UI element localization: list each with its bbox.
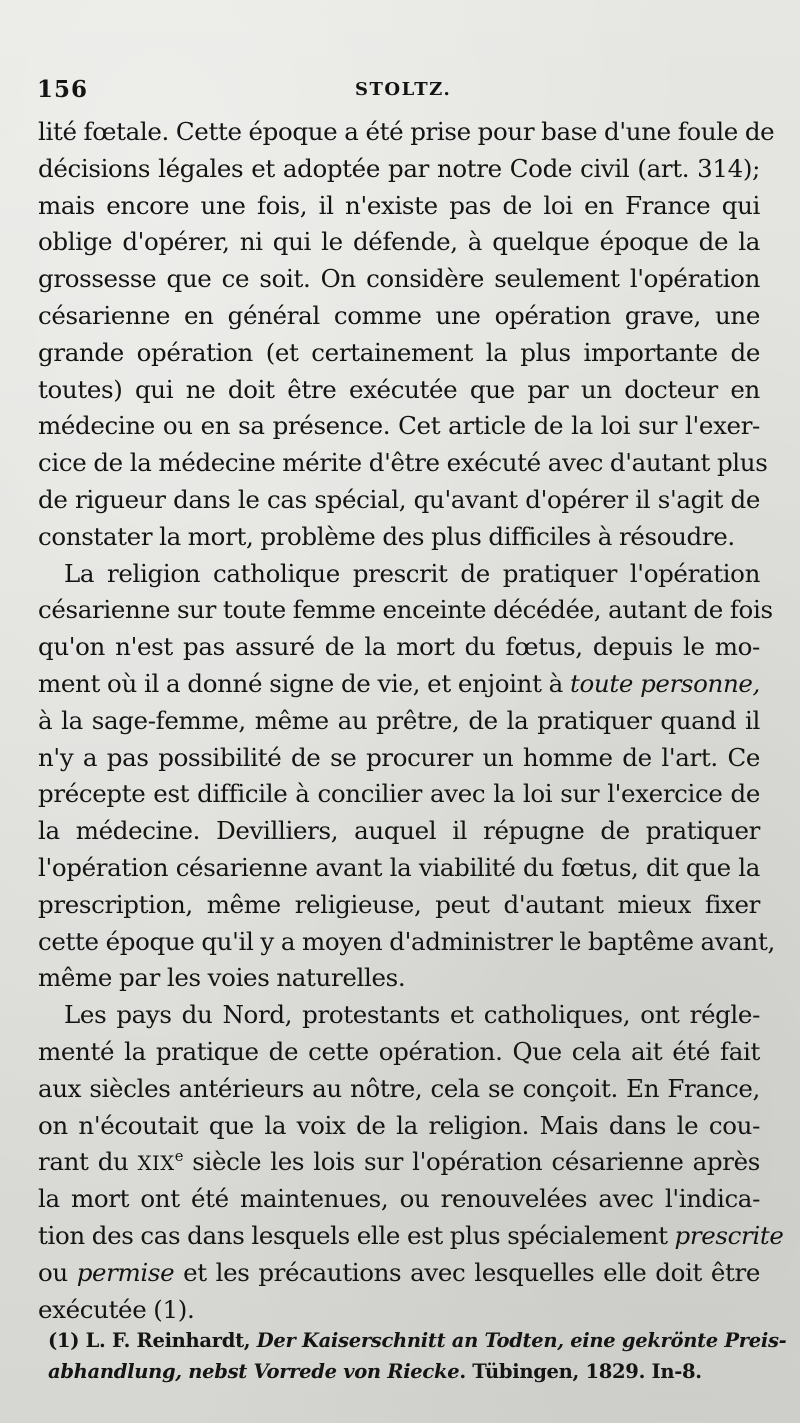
text-line: grande opération (et certainement la plus importante de [38,337,760,367]
text-line: Les pays du Nord, protestants et catholiques, ont régle- [64,1000,760,1030]
page-header [0,70,800,110]
emphasis: toute personne, [570,668,760,698]
text-line [38,666,760,703]
text-line: prescription, même religieuse, peut d'autant mieux fixer [38,889,760,919]
footnote-rest: . Tübingen, 1829. In-8. [459,1360,702,1383]
text-line: grossesse que ce soit. On considère seulement l'opération [38,264,760,294]
text-line: oblige d'opérer, ni qui le défende, à quelque époque de la [38,227,760,257]
text-line: l'opération césarienne avant la viabilité du fœtus, dit que la [38,852,760,882]
emphasis: prescrite [674,1220,784,1250]
text-line: césarienne sur toute femme enceinte décédée, autant de fois [38,595,773,625]
text-line: La religion catholique prescrit de pratiquer l'opération [64,558,760,588]
text-line: la médecine. Devilliers, auquel il répugne de pratiquer [38,816,760,846]
text-line [38,1255,760,1292]
text-segment: et les précautions avec lesquelles elle doit être [174,1257,760,1287]
text-line: décisions légales et adoptée par notre Code civil (art. 314); [38,153,760,183]
text-line: cette époque qu'il y a moyen d'administrer le baptême avant, [38,926,775,956]
text-line: même par les voies naturelles. [38,963,406,993]
text-line: qu'on n'est pas assuré de la mort du fœtus, depuis le mo- [38,632,760,662]
text-segment: ou [38,1257,77,1287]
text-line: lité fœtale. Cette époque a été prise pour base d'une foule de [38,117,775,146]
text-segment: rant du [38,1147,138,1177]
century-numeral: XIX [137,1152,175,1176]
text-line: aux siècles antérieurs au nôtre, cela se conçoit. En France, [38,1073,760,1103]
text-line: médecine ou en sa présence. Cet article de la loi sur l'exer- [38,411,760,441]
text-line: de rigueur dans le cas spécial, qu'avant d'opérer il s'agit de [38,484,760,514]
text-line: césarienne en général comme une opération grave, une [38,300,760,330]
text-line: cice de la médecine mérite d'être exécuté avec d'autant plus [38,448,768,478]
text-line: mais encore une fois, il n'existe pas de loi en France qui [38,190,760,220]
text-line: exécutée (1). [38,1294,195,1324]
text-line: constater la mort, problème des plus difficiles à résoudre. [38,521,735,551]
text-line: à la sage-femme, même au prêtre, de la pratiquer quand il [38,705,760,735]
text-segment: ment où il a donné signe de vie, et enjoint à [38,668,571,698]
text-segment: tion des cas dans lesquels elle est plus spécialement [38,1220,675,1250]
footnote [48,1325,787,1387]
body-text [38,114,784,1328]
text-line: toutes) qui ne doit être exécutée que par un docteur en [38,374,760,404]
text-line: la mort ont été maintenues, ou renouvelées avec l'indica- [38,1184,760,1214]
footnote-line [48,1325,787,1356]
text-line: n'y a pas possibilité de se procurer un homme de l'art. Ce [38,742,760,772]
emphasis: permise [76,1257,175,1287]
text-line: précepte est difficile à concilier avec la loi sur l'exercice de [38,779,760,809]
footnote-marker: (1) L. F. Reinhardt, [48,1329,257,1352]
footnote-title-cont: abhandlung, nebst Vorrede von Riecke [48,1360,460,1383]
text-line [38,1144,760,1181]
running-head: STOLTZ. [355,79,452,100]
page-number: 156 [37,76,89,103]
text-line [38,1218,784,1255]
superscript: e [174,1148,184,1166]
text-segment: siècle les lois sur l'opération césarienne après [183,1147,760,1177]
footnote-line [48,1356,764,1387]
footnote-title: Der Kaiserschnitt an Todten, eine gekrönte Preis- [256,1329,787,1352]
text-line: on n'écoutait que la voix de la religion. Mais dans le cou- [38,1110,760,1140]
text-line: menté la pratique de cette opération. Que cela ait été fait [38,1036,760,1066]
